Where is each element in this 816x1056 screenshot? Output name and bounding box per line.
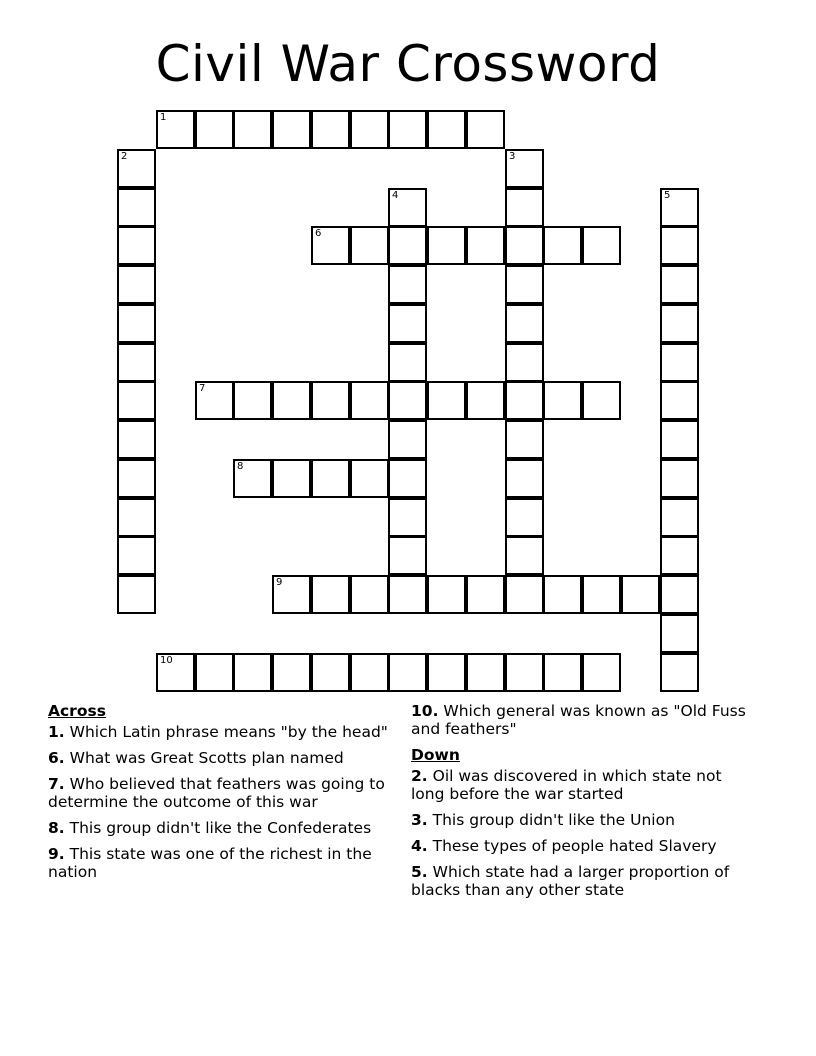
clue-number-label: 6 (315, 228, 322, 239)
grid-cell[interactable] (505, 381, 544, 420)
grid-cell[interactable] (350, 110, 389, 149)
grid-cell[interactable] (156, 110, 195, 149)
clue-number-label: 1 (160, 112, 167, 123)
grid-cell[interactable] (388, 575, 427, 614)
clue-number-label: 2 (121, 151, 128, 162)
grid-cell[interactable] (117, 459, 156, 498)
grid-cell[interactable] (233, 110, 272, 149)
grid-cell[interactable] (272, 110, 311, 149)
clue-number: 10. (411, 702, 439, 720)
grid-cell[interactable] (582, 653, 621, 692)
grid-cell[interactable] (505, 536, 544, 575)
clue-down (411, 837, 751, 855)
grid-cell[interactable] (388, 226, 427, 265)
clue-down (411, 767, 751, 803)
grid-cell[interactable] (117, 343, 156, 382)
grid-cell[interactable] (660, 459, 699, 498)
grid-cell[interactable] (311, 381, 350, 420)
grid-cell[interactable] (117, 381, 156, 420)
clue-text: Which state had a larger proportion of blacks than any other state (411, 863, 730, 899)
right-clue-column (411, 702, 751, 907)
clue-number: 1. (48, 723, 65, 741)
grid-cell[interactable] (311, 459, 350, 498)
grid-cell[interactable] (660, 188, 699, 227)
grid-cell[interactable] (505, 420, 544, 459)
grid-cell[interactable] (117, 498, 156, 537)
grid-cell[interactable] (427, 653, 466, 692)
grid-cell[interactable] (543, 653, 582, 692)
grid-cell[interactable] (660, 575, 699, 614)
clue-text: These types of people hated Slavery (432, 837, 717, 855)
grid-cell[interactable] (466, 653, 505, 692)
grid-cell[interactable] (388, 381, 427, 420)
clue-number-label: 3 (509, 151, 516, 162)
grid-cell[interactable] (660, 226, 699, 265)
grid-cell[interactable] (660, 536, 699, 575)
grid-cell[interactable] (117, 304, 156, 343)
grid-cell[interactable] (505, 575, 544, 614)
grid-cell[interactable] (427, 226, 466, 265)
clue-number: 4. (411, 837, 428, 855)
grid-cell[interactable] (350, 575, 389, 614)
grid-cell[interactable] (117, 265, 156, 304)
grid-cell[interactable] (233, 653, 272, 692)
grid-cell[interactable] (388, 110, 427, 149)
clue-number: 3. (411, 811, 428, 829)
clue-number: 5. (411, 863, 428, 881)
grid-cell[interactable] (388, 265, 427, 304)
grid-cell[interactable] (388, 343, 427, 382)
clue-across (48, 819, 398, 837)
grid-cell[interactable] (272, 381, 311, 420)
down-heading: Down (411, 746, 460, 764)
grid-cell[interactable] (388, 420, 427, 459)
clue-across (48, 723, 398, 741)
clue-down (411, 863, 751, 899)
grid-cell[interactable] (582, 226, 621, 265)
clue-text: Which Latin phrase means "by the head" (69, 723, 388, 741)
grid-cell[interactable] (272, 653, 311, 692)
puzzle-title: Civil War Crossword (155, 35, 661, 93)
clue-across (48, 845, 398, 881)
grid-cell[interactable] (311, 226, 350, 265)
grid-cell[interactable] (117, 226, 156, 265)
grid-cell[interactable] (660, 653, 699, 692)
clue-across (48, 749, 398, 767)
grid-cell[interactable] (505, 498, 544, 537)
grid-cell[interactable] (388, 653, 427, 692)
clue-number-label: 10 (160, 655, 173, 666)
grid-cell[interactable] (660, 381, 699, 420)
grid-cell[interactable] (388, 459, 427, 498)
grid-cell[interactable] (505, 265, 544, 304)
grid-cell[interactable] (505, 188, 544, 227)
clue-number: 8. (48, 819, 65, 837)
clue-across (411, 702, 751, 738)
grid-cell[interactable] (466, 381, 505, 420)
grid-cell[interactable] (466, 226, 505, 265)
grid-cell[interactable] (660, 343, 699, 382)
grid-cell[interactable] (195, 381, 234, 420)
grid-cell[interactable] (233, 459, 272, 498)
grid-cell[interactable] (427, 575, 466, 614)
clue-number-label: 9 (276, 577, 283, 588)
clue-text: This state was one of the richest in the nation (48, 845, 372, 881)
clue-text: Which general was known as "Old Fuss and feathers" (411, 702, 746, 738)
grid-cell[interactable] (582, 575, 621, 614)
grid-cell[interactable] (427, 381, 466, 420)
grid-cell[interactable] (117, 536, 156, 575)
grid-cell[interactable] (543, 226, 582, 265)
grid-cell[interactable] (621, 575, 660, 614)
grid-cell[interactable] (117, 575, 156, 614)
grid-cell[interactable] (505, 653, 544, 692)
clue-number-label: 7 (199, 383, 206, 394)
clue-text: This group didn't like the Confederates (69, 819, 372, 837)
clue-text: What was Great Scotts plan named (69, 749, 344, 767)
grid-cell[interactable] (466, 110, 505, 149)
grid-cell[interactable] (350, 226, 389, 265)
clue-number: 6. (48, 749, 65, 767)
clue-number: 9. (48, 845, 65, 863)
grid-cell[interactable] (660, 304, 699, 343)
grid-cell[interactable] (311, 575, 350, 614)
clue-number: 7. (48, 775, 65, 793)
clue-text: Oil was discovered in which state not long before the war started (411, 767, 722, 803)
grid-cell[interactable] (156, 653, 195, 692)
across-heading: Across (48, 702, 106, 720)
grid-cell[interactable] (660, 498, 699, 537)
grid-cell[interactable] (505, 149, 544, 188)
grid-cell[interactable] (233, 381, 272, 420)
grid-cell[interactable] (505, 343, 544, 382)
grid-cell[interactable] (195, 653, 234, 692)
clue-text: This group didn't like the Union (432, 811, 675, 829)
clue-number: 2. (411, 767, 428, 785)
grid-cell[interactable] (388, 304, 427, 343)
grid-cell[interactable] (311, 653, 350, 692)
grid-cell[interactable] (388, 498, 427, 537)
grid-cell[interactable] (543, 381, 582, 420)
clue-number-label: 4 (392, 190, 399, 201)
grid-cell[interactable] (505, 459, 544, 498)
grid-cell[interactable] (660, 265, 699, 304)
grid-cell[interactable] (505, 226, 544, 265)
grid-cell[interactable] (350, 381, 389, 420)
clue-down (411, 811, 751, 829)
grid-cell[interactable] (117, 420, 156, 459)
across-clues (48, 702, 398, 889)
grid-cell[interactable] (427, 110, 466, 149)
grid-cell[interactable] (660, 420, 699, 459)
grid-cell[interactable] (466, 575, 505, 614)
grid-cell[interactable] (660, 614, 699, 653)
grid-cell[interactable] (195, 110, 234, 149)
grid-cell[interactable] (117, 149, 156, 188)
grid-cell[interactable] (272, 459, 311, 498)
grid-cell[interactable] (505, 304, 544, 343)
clue-number-label: 5 (664, 190, 671, 201)
grid-cell[interactable] (311, 110, 350, 149)
grid-cell[interactable] (272, 575, 311, 614)
grid-cell[interactable] (350, 459, 389, 498)
grid-cell[interactable] (543, 575, 582, 614)
clue-text: Who believed that feathers was going to determine the outcome of this war (48, 775, 385, 811)
grid-cell[interactable] (582, 381, 621, 420)
clue-number-label: 8 (237, 461, 244, 472)
grid-cell[interactable] (388, 188, 427, 227)
clue-across (48, 775, 398, 811)
grid-cell[interactable] (350, 653, 389, 692)
grid-cell[interactable] (388, 536, 427, 575)
grid-cell[interactable] (117, 188, 156, 227)
